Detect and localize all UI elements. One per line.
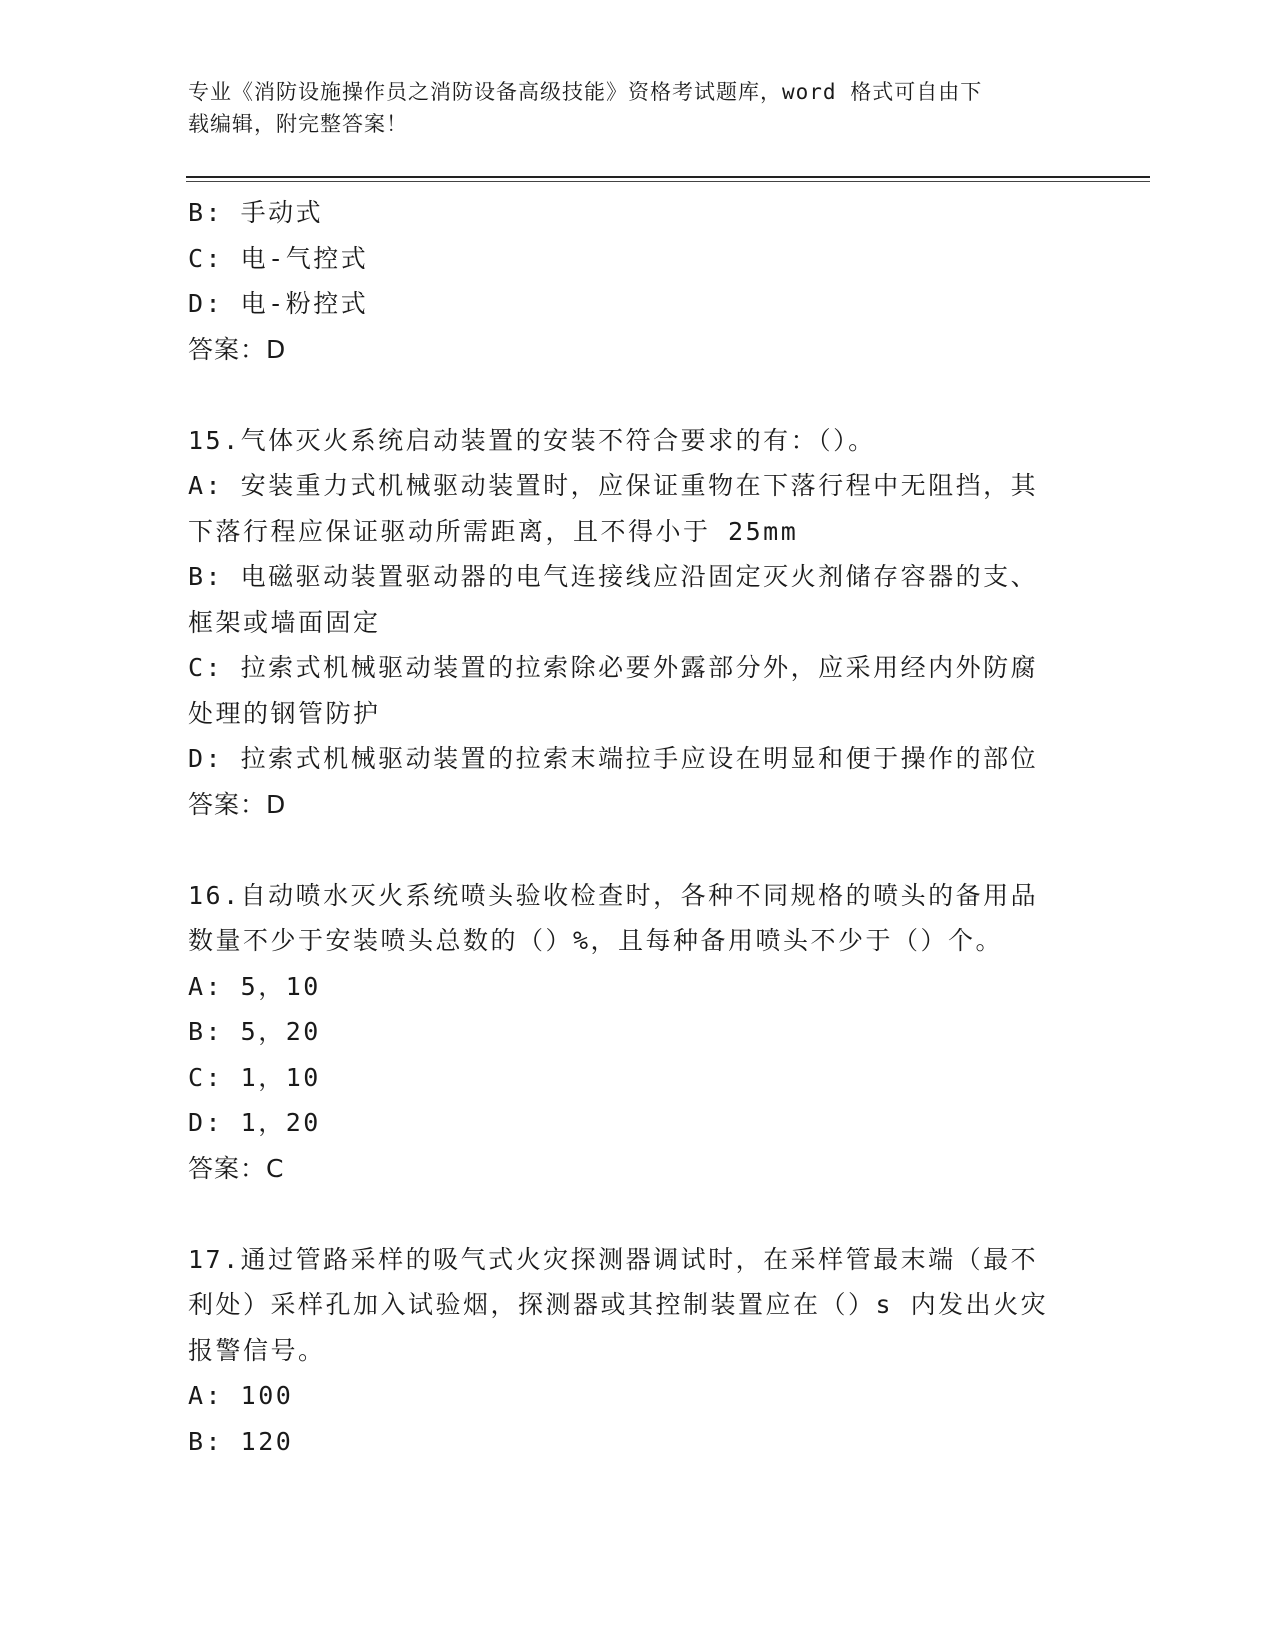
option-b: B: 120 (188, 1426, 294, 1456)
option-a-continued: 下落行程应保证驱动所需距离，且不得小于 25mm (188, 516, 799, 546)
answer-line: 答案：D (188, 334, 287, 364)
option-b-continued: 框架或墙面固定 (188, 607, 381, 637)
option-b: B: 5，20 (188, 1017, 321, 1046)
question-17 (188, 1237, 1088, 1465)
header-rule-thin (186, 181, 1150, 182)
question-15 (188, 418, 1088, 828)
option-d: D: 1，20 (188, 1108, 321, 1137)
option-b: B: 电磁驱动装置驱动器的电气连接线应沿固定灭火剂储存容器的支、 (188, 562, 1039, 591)
page-header (188, 76, 1068, 140)
question-content (188, 190, 1088, 1464)
question-stem: 16.自动喷水灭火系统喷头验收检查时，各种不同规格的喷头的备用品 (188, 880, 1039, 910)
question-stem-continued: 利处）采样孔加入试验烟，探测器或其控制装置应在（）s 内发出火灾 (188, 1290, 1049, 1319)
option-c: C: 1，10 (188, 1062, 321, 1092)
option-d: D: 拉索式机械驱动装置的拉索末端拉手应设在明显和便于操作的部位 (188, 744, 1039, 773)
spacer (188, 827, 1088, 873)
answer-line: 答案：C (188, 1153, 285, 1183)
spacer (188, 372, 1088, 418)
question-stem: 17.通过管路采样的吸气式火灾探测器调试时，在采样管最末端（最不 (188, 1244, 1039, 1274)
option-c: C: 拉索式机械驱动装置的拉索除必要外露部分外，应采用经内外防腐 (188, 653, 1039, 682)
previous-question-tail (188, 190, 1088, 372)
option-d: D: 电-粉控式 (188, 289, 369, 318)
header-rule-thick (186, 176, 1150, 178)
question-stem: 15.气体灭火系统启动装置的安装不符合要求的有：（）。 (188, 425, 876, 455)
header-line-1: 专业《消防设施操作员之消防设备高级技能》资格考试题库，word 格式可自由下 (188, 80, 983, 104)
option-b: B: 手动式 (188, 198, 324, 227)
option-c: C: 电-气控式 (188, 243, 369, 273)
option-a: A: 100 (188, 1381, 294, 1410)
answer-line: 答案：D (188, 789, 287, 819)
option-c-continued: 处理的钢管防护 (188, 698, 381, 728)
question-stem-continued: 报警信号。 (188, 1335, 326, 1365)
question-16 (188, 873, 1088, 1192)
option-a: A: 安装重力式机械驱动装置时，应保证重物在下落行程中无阻挡，其 (188, 471, 1039, 500)
option-a: A: 5，10 (188, 971, 321, 1001)
question-stem-continued: 数量不少于安装喷头总数的（）%，且每种备用喷头不少于（）个。 (188, 926, 1004, 955)
spacer (188, 1191, 1088, 1237)
header-line-2: 载编辑，附完整答案！ (188, 112, 408, 136)
